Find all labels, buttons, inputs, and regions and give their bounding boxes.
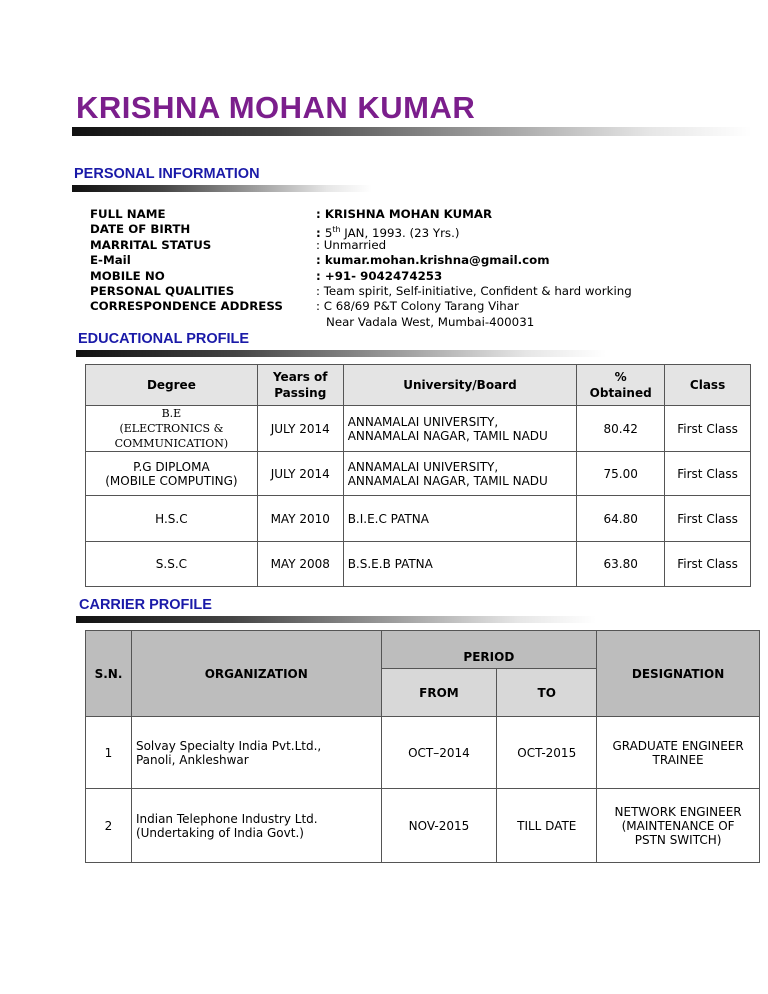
dob-rest: JAN, 1993. (23 Yrs.) xyxy=(340,226,460,241)
education-underline xyxy=(76,350,606,357)
from-header: FROM xyxy=(381,669,497,717)
address-line1: : C 68/69 P&T Colony Tarang Vihar xyxy=(316,299,519,314)
personal-underline xyxy=(72,185,372,192)
degree-cell: P.G DIPLOMA (MOBILE COMPUTING) xyxy=(86,452,258,496)
years-header: Years of Passing xyxy=(257,365,343,406)
organization-cell: Solvay Specialty India Pvt.Ltd., Panoli, Ankleshwar xyxy=(131,717,381,789)
candidate-name: KRISHNA MOHAN KUMAR xyxy=(76,90,476,125)
table-row xyxy=(86,452,751,496)
personal-info xyxy=(90,207,632,330)
designation-cell: NETWORK ENGINEER (MAINTENANCE OF PSTN SWITCH) xyxy=(597,789,760,863)
name-underline xyxy=(72,127,752,136)
class-cell: First Class xyxy=(665,452,751,496)
carrier-underline xyxy=(76,616,596,623)
degree-cell: H.S.C xyxy=(86,496,258,542)
university-cell: B.I.E.C PATNA xyxy=(343,496,577,542)
table-row xyxy=(86,496,751,542)
section-title-personal: PERSONAL INFORMATION xyxy=(74,166,260,182)
dob-label: DATE OF BIRTH xyxy=(90,222,191,237)
year-cell: MAY 2008 xyxy=(257,542,343,587)
year-cell: MAY 2010 xyxy=(257,496,343,542)
class-cell: First Class xyxy=(665,406,751,452)
table-row xyxy=(86,717,760,789)
year-cell: JULY 2014 xyxy=(257,452,343,496)
university-cell: ANNAMALAI UNIVERSITY, ANNAMALAI NAGAR, TAMIL NADU xyxy=(343,406,577,452)
sn-header: S.N. xyxy=(86,631,132,717)
class-header: Class xyxy=(665,365,751,406)
marital-value: : Unmarried xyxy=(316,237,387,252)
qualities-label: PERSONAL QUALITIES xyxy=(90,283,235,298)
degree-cell: B.E (ELECTRONICS & COMMUNICATION) xyxy=(86,406,258,452)
mobile-label: MOBILE NO xyxy=(90,268,165,283)
qualities-value: : Team spirit, Self-initiative, Confident & hard working xyxy=(316,283,632,298)
class-cell: First Class xyxy=(665,542,751,587)
table-row xyxy=(86,542,751,587)
percent-header: % Obtained xyxy=(577,365,665,406)
from-cell: NOV-2015 xyxy=(381,789,497,863)
dob-day: 5 xyxy=(324,226,333,241)
organization-header: ORGANIZATION xyxy=(131,631,381,717)
designation-header: DESIGNATION xyxy=(597,631,760,717)
percent-cell: 63.80 xyxy=(577,542,665,587)
university-cell: B.S.E.B PATNA xyxy=(343,542,577,587)
university-cell: ANNAMALAI UNIVERSITY, ANNAMALAI NAGAR, TAMIL NADU xyxy=(343,452,577,496)
carrier-table xyxy=(85,630,760,863)
organization-cell: Indian Telephone Industry Ltd. (Undertaking of India Govt.) xyxy=(131,789,381,863)
sn-cell: 2 xyxy=(86,789,132,863)
section-title-education: EDUCATIONAL PROFILE xyxy=(78,331,250,347)
class-cell: First Class xyxy=(665,496,751,542)
degree-cell: S.S.C xyxy=(86,542,258,587)
dob-suffix: th xyxy=(332,225,341,235)
email-label: E-Mail xyxy=(90,253,131,268)
section-title-carrier: CARRIER PROFILE xyxy=(79,597,212,613)
to-cell: OCT-2015 xyxy=(497,717,597,789)
from-cell: OCT–2014 xyxy=(381,717,497,789)
to-cell: TILL DATE xyxy=(497,789,597,863)
to-header: TO xyxy=(497,669,597,717)
degree-header: Degree xyxy=(86,365,258,406)
email-value[interactable]: : kumar.mohan.krishna@gmail.com xyxy=(316,253,550,268)
table-row xyxy=(86,789,760,863)
table-row xyxy=(86,406,751,452)
percent-cell: 64.80 xyxy=(577,496,665,542)
year-cell: JULY 2014 xyxy=(257,406,343,452)
dob-prefix: : xyxy=(316,226,325,241)
full-name-label: FULL NAME xyxy=(90,207,166,221)
full-name-value: : KRISHNA MOHAN KUMAR xyxy=(316,207,493,221)
period-header: PERIOD xyxy=(381,631,597,669)
carrier-header-row xyxy=(86,631,760,669)
address-label: CORRESPONDENCE ADDRESS xyxy=(90,299,283,314)
university-header: University/Board xyxy=(343,365,577,406)
education-table xyxy=(85,364,751,587)
education-header-row xyxy=(86,365,751,406)
designation-cell: GRADUATE ENGINEER TRAINEE xyxy=(597,717,760,789)
percent-cell: 80.42 xyxy=(577,406,665,452)
address-line2: Near Vadala West, Mumbai-400031 xyxy=(326,314,535,329)
marital-label: MARRITAL STATUS xyxy=(90,237,212,252)
percent-cell: 75.00 xyxy=(577,452,665,496)
mobile-value: : +91- 9042474253 xyxy=(316,268,443,283)
sn-cell: 1 xyxy=(86,717,132,789)
